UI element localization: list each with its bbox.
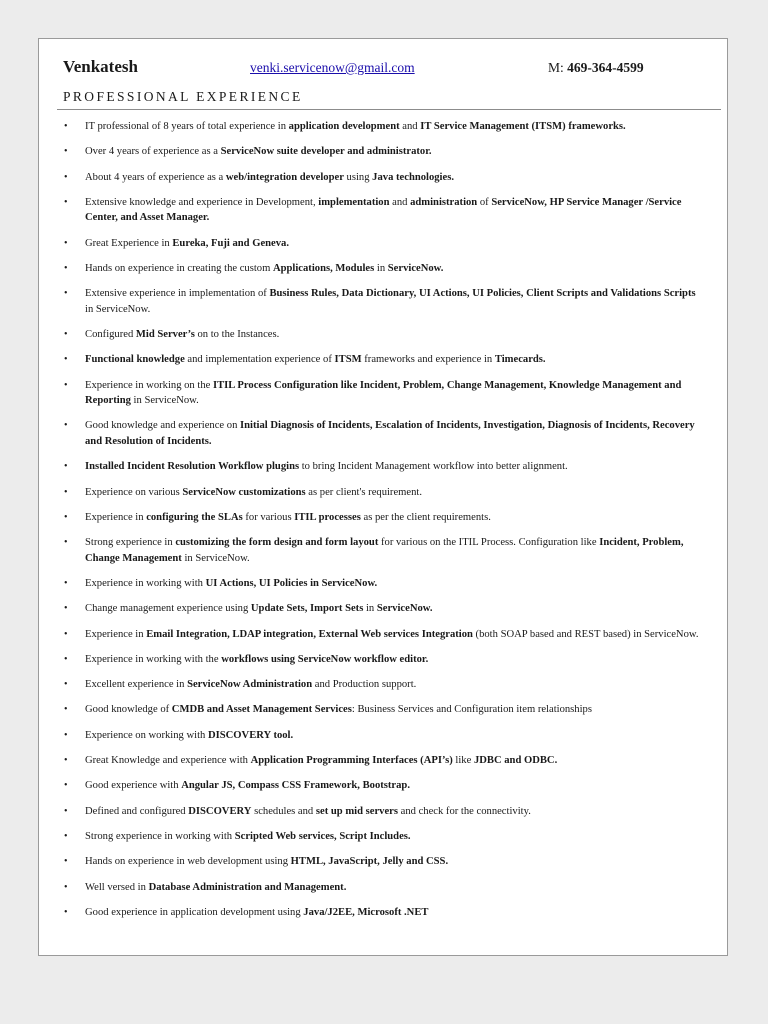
item-text: Good knowledge of (85, 704, 172, 716)
item-text-bold: workflows using ServiceNow workflow editor. (221, 653, 429, 665)
item-text: Good experience in application development using (85, 906, 304, 918)
item-text-bold: Applications, Modules (272, 262, 375, 274)
bullet-icon: • (64, 704, 68, 716)
item-text-bold: IT Service Management (ITSM) frameworks. (420, 121, 626, 132)
item-text-bold: UI Actions, UI Policies in ServiceNow. (205, 577, 378, 589)
item-text: in (374, 262, 388, 274)
item-text-bold: DISCOVERY tool. (207, 729, 294, 741)
item-text-bold: Eureka, Fuji and Geneva. (172, 237, 290, 249)
item-text: Experience in (85, 511, 147, 523)
experience-item (63, 378, 705, 409)
item-text: Extensive knowledge and experience in Development, (85, 196, 319, 208)
phone-label: M: (548, 60, 564, 75)
item-text: and implementation experience of (184, 354, 335, 366)
item-text: in ServiceNow. (181, 552, 250, 564)
experience-item (63, 286, 705, 317)
item-text-bold: JDBC and ODBC. (473, 755, 558, 767)
experience-item (63, 702, 705, 718)
bullet-icon: • (64, 420, 68, 432)
bullet-icon: • (64, 881, 68, 893)
bullet-icon: • (64, 830, 68, 842)
item-text-bold: ServiceNow suite developer and administrator. (220, 146, 432, 158)
item-text-bold: CMDB and Asset Management Services (171, 704, 352, 716)
experience-item (63, 195, 705, 226)
item-text: for various on the ITIL Process. Configuration like (378, 537, 600, 549)
experience-item (63, 627, 705, 643)
item-text-bold: ServiceNow Administration (187, 679, 313, 691)
experience-item (63, 804, 705, 820)
experience-item (63, 829, 705, 845)
item-text: on to the Instances. (194, 329, 280, 341)
bullet-icon: • (64, 196, 68, 208)
bullet-icon: • (64, 379, 68, 391)
experience-item (63, 327, 705, 343)
bullet-icon: • (64, 486, 68, 498)
item-text: and (399, 121, 421, 132)
item-text: for various (242, 511, 295, 523)
item-text: Great Experience in (85, 237, 173, 249)
item-text: Extensive experience in implementation of (85, 288, 270, 300)
item-text: Defined and configured (85, 805, 189, 817)
item-text-bold: Database Administration and Management. (148, 881, 347, 893)
experience-item (63, 236, 705, 252)
item-text: to bring Incident Management workflow into better alignment. (299, 461, 568, 473)
bullet-icon: • (64, 577, 68, 589)
item-text-bold: ITIL processes (294, 511, 361, 523)
experience-item (63, 119, 705, 135)
bullet-icon: • (64, 755, 68, 767)
experience-item (63, 418, 705, 449)
experience-item (63, 880, 705, 896)
item-text-bold: implementation (318, 196, 390, 208)
item-text: Configured (85, 329, 136, 341)
experience-item (63, 753, 705, 769)
item-text: as per the client requirements. (360, 511, 491, 523)
item-text: Excellent experience in (85, 679, 188, 691)
item-text-bold: Initial Diagnosis of Incidents, Escalation of Incidents, Investigation, Diagnosis of Incidents, Recovery and Resolution of Incidents. (85, 420, 695, 447)
item-text-bold: Installed Incident Resolution Workflow plugins (85, 461, 300, 473)
bullet-icon: • (64, 729, 68, 741)
phone-value: 469-364-4599 (567, 60, 644, 75)
experience-item (63, 510, 705, 526)
section-title: PROFESSIONAL EXPERIENCE (63, 89, 303, 104)
item-text: Strong experience in working with (85, 830, 235, 842)
item-text-bold: Java/J2EE, Microsoft .NET (303, 906, 429, 918)
item-text-bold: ITSM (334, 354, 362, 366)
bullet-icon: • (64, 171, 68, 183)
bullet-icon: • (64, 461, 68, 473)
item-text-bold: Scripted Web services, Script Includes. (234, 830, 411, 842)
experience-item (63, 677, 705, 693)
item-text: as per client's requirement. (305, 486, 422, 498)
experience-item (63, 459, 705, 475)
item-text: in (363, 603, 377, 615)
contact-header (63, 57, 703, 81)
item-text: like (452, 755, 474, 767)
item-text: Hands on experience in creating the custom (85, 262, 273, 274)
bullet-icon: • (64, 237, 68, 249)
bullet-icon: • (64, 354, 68, 366)
item-text: Experience in working with the (85, 653, 222, 665)
bullet-icon: • (64, 906, 68, 918)
experience-list (63, 119, 705, 930)
experience-item (63, 778, 705, 794)
item-text-bold: HTML, JavaScript, Jelly and CSS. (290, 856, 449, 868)
item-text: and Production support. (312, 679, 417, 691)
item-text-bold: Timecards. (494, 354, 546, 366)
item-text-bold: application development (288, 121, 400, 132)
item-text-bold: Functional knowledge (85, 354, 185, 366)
item-text: in ServiceNow. (85, 303, 151, 315)
bullet-icon: • (64, 679, 68, 691)
experience-item (63, 652, 705, 668)
section-divider (57, 109, 721, 110)
item-text: using (343, 171, 373, 183)
item-text-bold: ServiceNow. (376, 603, 433, 615)
item-text-bold: Angular JS, Compass CSS Framework, Bootstrap. (181, 780, 410, 792)
item-text-bold: ServiceNow. (387, 262, 444, 274)
item-text-bold: web/integration developer (225, 171, 344, 183)
item-text-bold: Business Rules, Data Dictionary, UI Actions, UI Policies, Client Scripts and Validations Scripts (269, 288, 696, 300)
item-text: frameworks and experience in (361, 354, 495, 366)
experience-item (63, 352, 705, 368)
experience-item (63, 535, 705, 566)
item-text-bold: DISCOVERY (188, 805, 252, 817)
item-text: About 4 years of experience as a (85, 171, 226, 183)
item-text: Experience on various (85, 486, 183, 498)
item-text: and (389, 196, 411, 208)
item-text: in ServiceNow. (130, 395, 199, 407)
item-text-bold: Update Sets, Import Sets (250, 603, 364, 615)
item-text: IT professional of 8 years of total experience in (85, 121, 289, 132)
bullet-icon: • (64, 780, 68, 792)
bullet-icon: • (64, 805, 68, 817)
bullet-icon: • (64, 653, 68, 665)
item-text-bold: Application Programming Interfaces (API’s) (250, 755, 453, 767)
item-text: Hands on experience in web development using (85, 856, 291, 868)
experience-item (63, 854, 705, 870)
item-text: Good experience with (85, 780, 182, 792)
item-text-bold: ServiceNow customizations (182, 486, 306, 498)
item-text: Strong experience in (85, 537, 176, 549)
item-text: Experience in working on the (85, 379, 213, 391)
item-text: Change management experience using (85, 603, 251, 615)
item-text: of (477, 196, 492, 208)
experience-item (63, 576, 705, 592)
bullet-icon: • (64, 856, 68, 868)
item-text-bold: ITIL Process Configuration like Incident, Problem, Change Management, Knowledge Management and Reporting (85, 379, 682, 407)
bullet-icon: • (64, 121, 68, 132)
item-text-bold: Incident, Problem, Change Management (85, 537, 684, 564)
item-text: Over 4 years of experience as a (85, 146, 221, 158)
candidate-name: Venkatesh (63, 57, 138, 76)
item-text: Good knowledge and experience on (85, 420, 241, 432)
item-text-bold: ServiceNow, HP Service Manager /Service Center, and Asset Manager. (85, 196, 682, 224)
experience-item (63, 144, 705, 160)
experience-item (63, 728, 705, 744)
item-text: Great Knowledge and experience with (85, 755, 251, 767)
bullet-icon: • (64, 511, 68, 523)
experience-item (63, 170, 705, 186)
item-text: and check for the connectivity. (397, 805, 531, 817)
bullet-icon: • (64, 262, 68, 274)
item-text: Experience in (85, 628, 147, 640)
item-text: schedules and (251, 805, 316, 817)
item-text-bold: configuring the SLAs (146, 511, 243, 523)
bullet-icon: • (64, 288, 68, 300)
item-text: Well versed in (85, 881, 149, 893)
item-text-bold: Java technologies. (372, 171, 454, 183)
bullet-icon: • (64, 628, 68, 640)
experience-item (63, 485, 705, 501)
resume-page (38, 38, 728, 956)
bullet-icon: • (64, 146, 68, 158)
item-text-bold: customizing the form design and form layout (175, 537, 379, 549)
item-text: Experience in working with (85, 577, 206, 589)
experience-item (63, 261, 705, 277)
bullet-icon: • (64, 537, 68, 549)
item-text-bold: administration (410, 196, 478, 208)
item-text: : Business Services and Configuration item relationships (351, 704, 592, 716)
bullet-icon: • (64, 329, 68, 341)
bullet-icon: • (64, 603, 68, 615)
item-text-bold: Email Integration, LDAP integration, External Web services Integration (146, 628, 473, 640)
email-link[interactable]: venki.servicenow@gmail.com (250, 60, 415, 75)
phone-number (548, 60, 644, 76)
item-text-bold: set up mid servers (315, 805, 398, 817)
experience-item (63, 601, 705, 617)
experience-item (63, 905, 705, 921)
item-text-bold: Mid Server’s (135, 329, 195, 341)
item-text: (both SOAP based and REST based) in ServiceNow. (472, 628, 699, 640)
item-text: Experience on working with (85, 729, 208, 741)
